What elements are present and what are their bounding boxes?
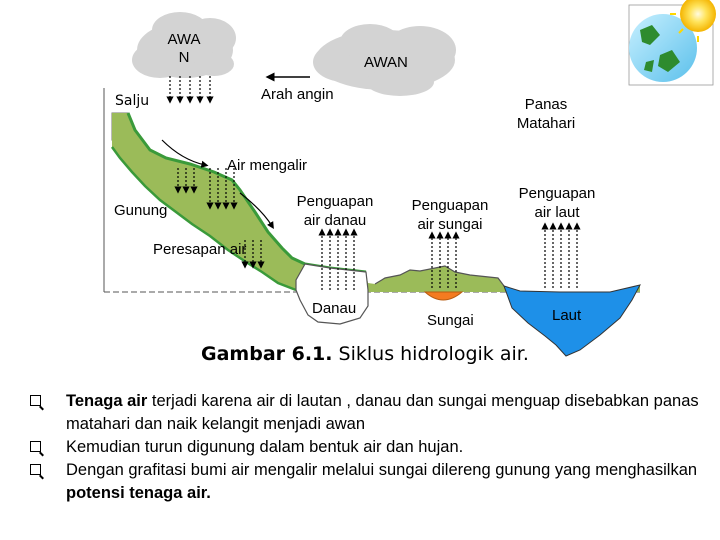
bullet-1-text: terjadi karena air di lautan , danau dan sungai menguap disebabkan panas matahari dan naik kelangit menjadi awan: [66, 392, 699, 433]
cloud-left-label: [160, 31, 208, 67]
bullet-list: [30, 390, 710, 505]
river-evaporation-line1: Penguapan: [411, 197, 489, 214]
evaporation-arrows-sea: [545, 226, 577, 288]
infiltration-label: Peresapan air: [153, 241, 247, 258]
cloud-left-line2: N: [178, 49, 190, 66]
list-item: [30, 390, 710, 436]
sea-label: Laut: [552, 307, 582, 324]
snow-label: Salju: [115, 93, 150, 109]
sea-evaporation-line2: air laut: [534, 204, 580, 221]
checkbox-bullet-icon: [30, 395, 41, 406]
mountain-label: Gunung: [114, 202, 168, 219]
bullet-1-bold: Tenaga air: [66, 392, 148, 410]
bullet-3-bold: potensi tenaga air.: [66, 484, 211, 502]
figure-caption-text: Siklus hidrologik air.: [332, 343, 529, 365]
cloud-left-line1: AWA: [167, 31, 201, 48]
wind-label: Arah angin: [261, 86, 334, 103]
sun-heat-label: [500, 95, 592, 133]
lake-label: Danau: [312, 300, 357, 317]
river-label: Sungai: [427, 312, 474, 329]
bullet-2-text: Kemudian turun digunung dalam bentuk air dan hujan.: [66, 438, 464, 456]
sun-heat-line2: Matahari: [516, 115, 576, 132]
lake-evaporation-line2: air danau: [303, 212, 367, 229]
lake-evaporation-line1: Penguapan: [296, 193, 374, 210]
lake-evaporation-label: [283, 192, 387, 230]
sun-heat-line1: Panas: [524, 96, 568, 113]
river-evaporation-line2: air sungai: [417, 216, 483, 233]
rain-arrows-cloud: [170, 76, 210, 100]
runoff-label: Air mengalir: [227, 157, 308, 174]
figure-caption: [201, 343, 529, 365]
figure-caption-number: Gambar 6.1.: [201, 343, 333, 365]
list-item: [30, 436, 710, 459]
cloud-right-label: AWAN: [364, 54, 408, 71]
checkbox-bullet-icon: [30, 464, 41, 475]
river-shape: [425, 292, 462, 300]
checkbox-bullet-icon: [30, 441, 41, 452]
sea-evaporation-line1: Penguapan: [518, 185, 596, 202]
sun-earth-icon: [629, 0, 716, 85]
list-item: [30, 459, 710, 505]
river-evaporation-label: [398, 196, 502, 234]
sea-evaporation-label: [505, 184, 609, 222]
bullet-3-text: Dengan grafitasi bumi air mengalir melalui sungai dilereng gunung yang menghasilkan: [66, 461, 698, 479]
